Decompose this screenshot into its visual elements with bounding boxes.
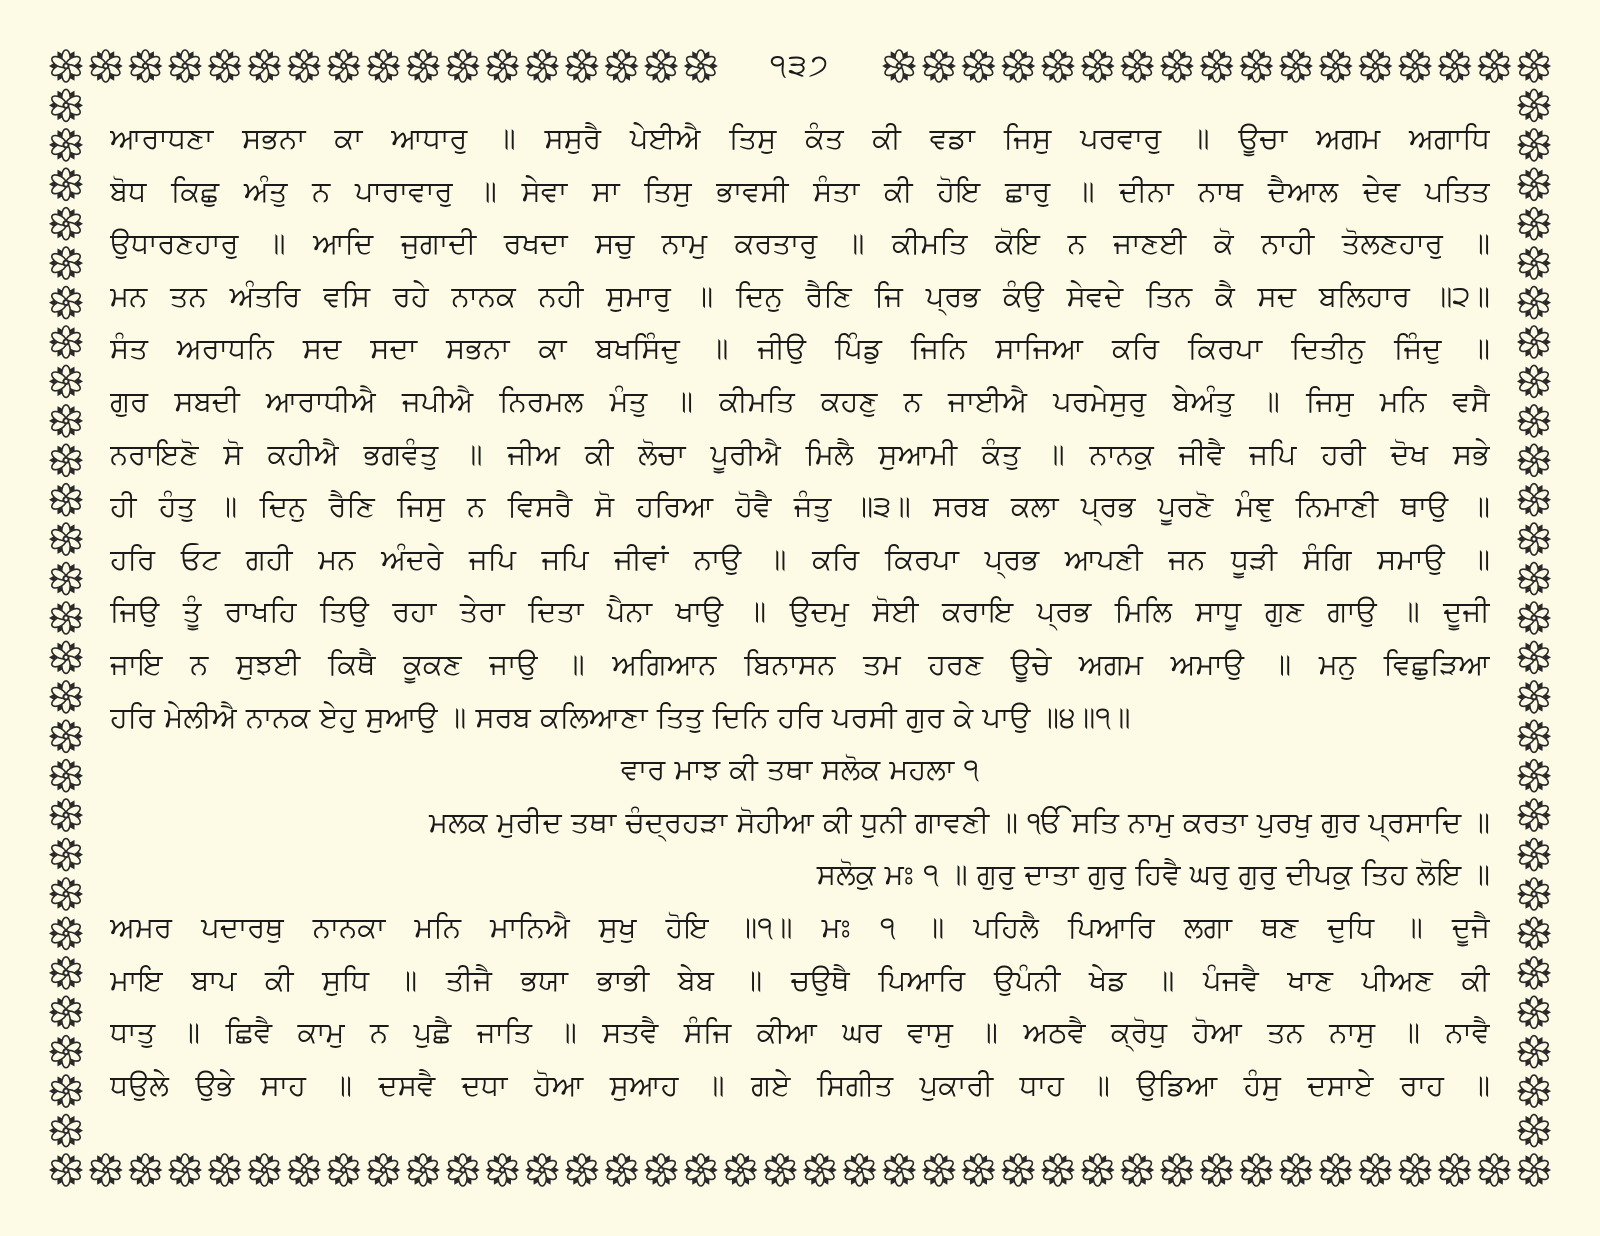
text-line: ਮਾਇ ਬਾਪ ਕੀ ਸੁਧਿ ॥ ਤੀਜੈ ਭਯਾ ਭਾਭੀ ਬੇਬ ॥ ਚਉਥੈ ਪਿਆਰਿ ਉਪੰਨੀ ਖੇਡ ॥ ਪੰਜਵੈ ਖਾਣ ਪੀਅਣ ਕੀ [110, 962, 1490, 997]
flower-icon [1517, 720, 1551, 752]
text-line: ਧਾਤੁ ॥ ਛਿਵੈ ਕਾਮੁ ਨ ਪੁਛੈ ਜਾਤਿ ॥ ਸਤਵੈ ਸੰਜਿ ਕੀਆ ਘਰ ਵਾਸੁ ॥ ਅਠਵੈ ਕ੍ਰੋਧੁ ਹੋਆ ਤਨ ਨਾਸੁ ॥ ਨਾਵੈ [110, 1015, 1490, 1050]
flower-icon [49, 799, 83, 831]
flower-icon [49, 444, 83, 476]
text-line: ਨਰਾਇਣੋ ਸੋ ਕਹੀਐ ਭਗਵੰਤੁ ॥ ਜੀਅ ਕੀ ਲੋਚਾ ਪੂਰੀਐ ਮਿਲੈ ਸੁਆਮੀ ਕੰਤੁ ॥ ਨਾਨਕੁ ਜੀਵੈ ਜਪਿ ਹਰੀ ਦੋਖ ਸਭੇ [110, 436, 1490, 471]
flower-icon [1517, 523, 1551, 555]
page-number-text: ੧੩੭ [758, 48, 842, 83]
flower-icon [1517, 326, 1551, 358]
scripture-text [110, 112, 1490, 1111]
flower-icon [446, 1154, 480, 1186]
flower-icon [485, 1154, 519, 1186]
flower-icon [1358, 1154, 1392, 1186]
flower-icon [1120, 1154, 1154, 1186]
flower-icon [1517, 917, 1551, 949]
flower-icon [525, 1154, 559, 1186]
flower-icon [1279, 1154, 1313, 1186]
flower-icon [882, 1154, 916, 1186]
flower-icon [1081, 1154, 1115, 1186]
flower-icon [1517, 957, 1551, 989]
flower-icon [644, 1154, 678, 1186]
flower-icon [49, 996, 83, 1028]
flower-icon [49, 602, 83, 634]
flower-icon [49, 838, 83, 870]
flower-icon [247, 1154, 281, 1186]
flower-icon [49, 641, 83, 673]
text-line: ਬੋਧ ਕਿਛੁ ਅੰਤੁ ਨ ਪਾਰਾਵਾਰੁ ॥ ਸੇਵਾ ਸਾ ਤਿਸੁ ਭਾਵਸੀ ਸੰਤਾ ਕੀ ਹੋਇ ਛਾਰੁ ॥ ਦੀਨਾ ਨਾਥ ਦੈਆਲ ਦੇਵ ਪਤਿਤ [110, 173, 1490, 208]
flower-icon [89, 1154, 123, 1186]
flower-icon [49, 957, 83, 989]
flower-icon [327, 1154, 361, 1186]
flower-icon [1319, 1154, 1353, 1186]
flower-icon [366, 1154, 400, 1186]
flower-icon [49, 1154, 83, 1186]
flower-icon [1517, 129, 1551, 161]
flower-icon [168, 1154, 202, 1186]
flower-icon [49, 405, 83, 437]
flower-icon [1477, 1154, 1511, 1186]
flower-icon [128, 1154, 162, 1186]
page-number [0, 44, 1600, 88]
flower-icon [605, 1154, 639, 1186]
text-line: ਹਰਿ ਮੇਲੀਐ ਨਾਨਕ ਏਹੁ ਸੁਆਉ ॥ ਸਰਬ ਕਲਿਆਣਾ ਤਿਤੁ ਦਿਨਿ ਹਰਿ ਪਰਸੀ ਗੁਰ ਕੇ ਪਾਉ ॥੪॥੧॥ [110, 699, 1131, 734]
flower-icon [49, 681, 83, 713]
flower-icon [49, 878, 83, 910]
flower-icon [1041, 1154, 1075, 1186]
flower-icon [565, 1154, 599, 1186]
flower-icon [49, 1114, 83, 1146]
flower-icon [1517, 759, 1551, 791]
flower-icon [49, 129, 83, 161]
flower-icon [1517, 286, 1551, 318]
flower-icon [1517, 405, 1551, 437]
flower-icon [1517, 799, 1551, 831]
flower-icon [1239, 1154, 1273, 1186]
flower-icon [1517, 602, 1551, 634]
flower-icon [1200, 1154, 1234, 1186]
flower-icon [1160, 1154, 1194, 1186]
text-line: ਵਾਰ ਮਾਝ ਕੀ ਤਥਾ ਸਲੋਕ ਮਹਲਾ ੧ [620, 752, 980, 787]
flower-icon [208, 1154, 242, 1186]
flower-icon [49, 247, 83, 279]
flower-icon [1517, 365, 1551, 397]
text-line: ਹਰਿ ਓਟ ਗਹੀ ਮਨ ਅੰਦਰੇ ਜਪਿ ਜਪਿ ਜੀਵਾਂ ਨਾਉ ॥ ਕਰਿ ਕਿਰਪਾ ਪ੍ਰਭ ਆਪਣੀ ਜਨ ਧੂੜੀ ਸੰਗਿ ਸਮਾਉ ॥ [110, 541, 1490, 576]
text-line: ਜਿਉ ਤੂੰ ਰਾਖਹਿ ਤਿਉ ਰਹਾ ਤੇਰਾ ਦਿਤਾ ਪੈਨਾ ਖਾਉ ॥ ਉਦਮੁ ਸੋਈ ਕਰਾਇ ਪ੍ਰਭ ਮਿਲਿ ਸਾਧੂ ਗੁਣ ਗਾਉ ॥ ਦੂਜੀ [110, 594, 1490, 629]
flower-icon [1517, 483, 1551, 515]
flower-icon [49, 1035, 83, 1067]
text-line: ਮਲਕ ਮੁਰੀਦ ਤਥਾ ਚੰਦ੍ਰਹੜਾ ਸੋਹੀਆ ਕੀ ਧੁਨੀ ਗਾਵਣੀ ॥ ੴ ਸਤਿ ਨਾਮੁ ਕਰਤਾ ਪੁਰਖੁ ਗੁਰ ਪ੍ਰਸਾਦਿ ॥ [429, 804, 1490, 839]
flower-icon [49, 562, 83, 594]
flower-icon [49, 365, 83, 397]
flower-icon [1517, 247, 1551, 279]
flower-icon [1517, 562, 1551, 594]
flower-icon [49, 286, 83, 318]
flower-icon [406, 1154, 440, 1186]
flower-icon [1517, 996, 1551, 1028]
flower-icon [1517, 1075, 1551, 1107]
flower-icon [1517, 168, 1551, 200]
flower-icon [1517, 89, 1551, 121]
flower-icon [763, 1154, 797, 1186]
flower-icon [724, 1154, 758, 1186]
flower-icon [1001, 1154, 1035, 1186]
flower-icon [49, 759, 83, 791]
flower-icon [803, 1154, 837, 1186]
text-line: ਹੀ ਹੰਤੁ ॥ ਦਿਨੁ ਰੈਣਿ ਜਿਸੁ ਨ ਵਿਸਰੈ ਸੋ ਹਰਿਆ ਹੋਵੈ ਜੰਤੁ ॥੩॥ ਸਰਬ ਕਲਾ ਪ੍ਰਭ ਪੂਰਣੋ ਮੰਞੁ ਨਿਮਾਣੀ ਥਾਉ ॥ [110, 489, 1490, 524]
text-line: ਸਲੋਕੁ ਮਃ ੧ ॥ ਗੁਰੁ ਦਾਤਾ ਗੁਰੁ ਹਿਵੈ ਘਰੁ ਗੁਰੁ ਦੀਪਕੁ ਤਿਹ ਲੋਇ ॥ [816, 857, 1490, 892]
text-line: ਗੁਰ ਸਬਦੀ ਆਰਾਧੀਐ ਜਪੀਐ ਨਿਰਮਲ ਮੰਤੁ ॥ ਕੀਮਤਿ ਕਹਣੁ ਨ ਜਾਈਐ ਪਰਮੇਸੁਰੁ ਬੇਅੰਤੁ ॥ ਜਿਸੁ ਮਨਿ ਵਸੈ [110, 383, 1490, 418]
flower-icon [49, 523, 83, 555]
flower-icon [49, 326, 83, 358]
flower-icon [49, 207, 83, 239]
text-line: ਆਰਾਧਣਾ ਸਭਨਾ ਕਾ ਆਧਾਰੁ ॥ ਸਸੁਰੈ ਪੇਈਐ ਤਿਸੁ ਕੰਤ ਕੀ ਵਡਾ ਜਿਸੁ ਪਰਵਾਰੁ ॥ ਊਚਾ ਅਗਮ ਅਗਾਧਿ [110, 121, 1490, 155]
flower-icon [49, 720, 83, 752]
text-line: ਉਧਾਰਣਹਾਰੁ ॥ ਆਦਿ ਜੁਗਾਦੀ ਰਖਦਾ ਸਚੁ ਨਾਮੁ ਕਰਤਾਰੁ ॥ ਕੀਮਤਿ ਕੋਇ ਨ ਜਾਣਈ ਕੋ ਨਾਹੀ ਤੋਲਣਹਾਰੁ ॥ [110, 226, 1490, 261]
flower-icon [1517, 1035, 1551, 1067]
flower-icon [1517, 1114, 1551, 1146]
flower-icon [1517, 1154, 1551, 1186]
flower-icon [1517, 838, 1551, 870]
flower-icon [49, 1075, 83, 1107]
flower-icon [49, 168, 83, 200]
flower-icon [684, 1154, 718, 1186]
text-line: ਜਾਇ ਨ ਸੁਝਈ ਕਿਥੈ ਕੂਕਣ ਜਾਉ ॥ ਅਗਿਆਨ ਬਿਨਾਸਨ ਤਮ ਹਰਣ ਊਚੇ ਅਗਮ ਅਮਾਉ ॥ ਮਨੁ ਵਿਛੁੜਿਆ [110, 646, 1490, 681]
text-line: ਸੰਤ ਅਰਾਧਨਿ ਸਦ ਸਦਾ ਸਭਨਾ ਕਾ ਬਖਸਿੰਦੁ ॥ ਜੀਉ ਪਿੰਡੁ ਜਿਨਿ ਸਾਜਿਆ ਕਰਿ ਕਿਰਪਾ ਦਿਤੀਨੁ ਜਿੰਦੁ ॥ [110, 331, 1490, 366]
flower-icon [922, 1154, 956, 1186]
flower-icon [1517, 641, 1551, 673]
flower-icon [1517, 681, 1551, 713]
flower-icon [1517, 878, 1551, 910]
text-line: ਅਮਰ ਪਦਾਰਥੁ ਨਾਨਕਾ ਮਨਿ ਮਾਨਿਐ ਸੁਖੁ ਹੋਇ ॥੧॥ ਮਃ ੧ ॥ ਪਹਿਲੈ ਪਿਆਰਿ ਲਗਾ ਥਣ ਦੁਧਿ ॥ ਦੂਜੈ [110, 909, 1490, 944]
flower-icon [49, 917, 83, 949]
flower-icon [1438, 1154, 1472, 1186]
flower-icon [1398, 1154, 1432, 1186]
flower-icon [843, 1154, 877, 1186]
flower-icon [1517, 444, 1551, 476]
flower-icon [962, 1154, 996, 1186]
flower-icon [1517, 207, 1551, 239]
text-line: ਮਨ ਤਨ ਅੰਤਰਿ ਵਸਿ ਰਹੇ ਨਾਨਕ ਨਹੀ ਸੁਮਾਰੁ ॥ ਦਿਨੁ ਰੈਣਿ ਜਿ ਪ੍ਰਭ ਕੰਉ ਸੇਵਦੇ ਤਿਨ ਕੈ ਸਦ ਬਲਿਹਾਰ ॥੨॥ [110, 278, 1490, 313]
flower-icon [287, 1154, 321, 1186]
text-line: ਧਉਲੇ ਉਭੇ ਸਾਹ ॥ ਦਸਵੈ ਦਧਾ ਹੋਆ ਸੁਆਹ ॥ ਗਏ ਸਿਗੀਤ ਪੁਕਾਰੀ ਧਾਹ ॥ ਉਡਿਆ ਹੰਸੁ ਦਸਾਏ ਰਾਹ ॥ [110, 1067, 1490, 1102]
flower-icon [49, 89, 83, 121]
flower-icon [49, 483, 83, 515]
